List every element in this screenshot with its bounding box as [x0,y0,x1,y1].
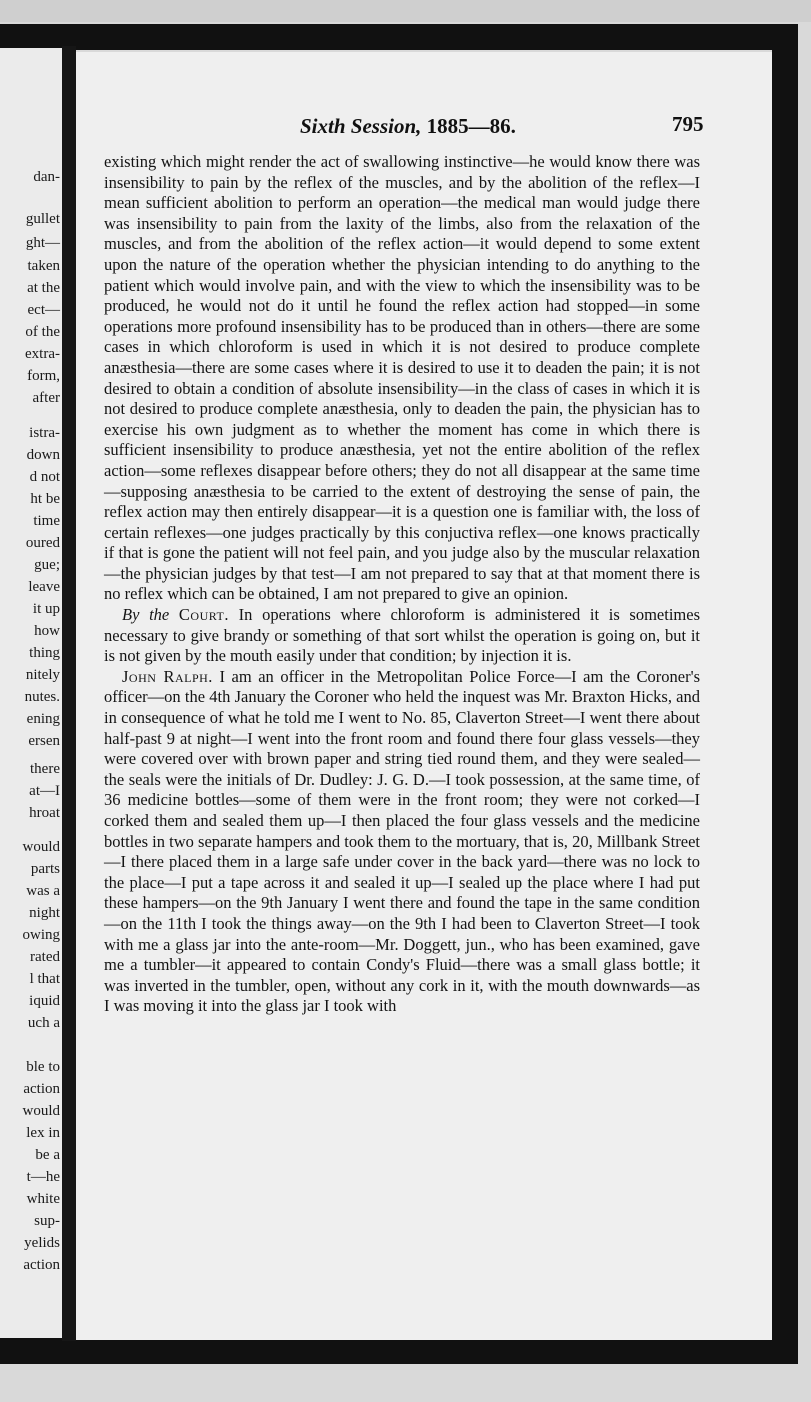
facing-page-fragment: istra- [29,425,60,441]
paragraph-testimony-continued: existing which might render the act of swallowing instinctive—he would know there was insensibility to pain by the reflex of the muscles, and by the abolition of the reflex—I mean sufficient abolition to perform an operation—the medical man would judge there was insensibility to pain from the laxity of the limbs, also from the relaxation of the muscles, and from the abolition of the reflex action—it would depend to some extent upon the nature of the operation whether the physician intending to do anything to the patient which would involve pain, and with the view to which the insensibility was to be produced, he would not do it until he found the reflex action had stopped—in some operations more profound insensibility has to be produced than in others—there are some cases in which chloroform is used in which it is not desired to produce complete anæsthesia—there are some cases where it is desired to use it to deaden the pain; it is not desired to obtain a condition of absolute insensibility—in the class of cases in which it is not desired to produce complete anæsthesia, only to deaden the pain, the physician has to exercise his own judgment as to whether the moment has come in which there is sufficient insensibility to produce anæsthesia, yet not the entire abolition of the reflex action—some reflexes disappear before others; they do not all disappear at the same time—supposing anæsthesia to be carried to the extent of destroying the sense of pain, the reflex action may then entirely disappear—it is a question one is familiar with, the loss of certain reflexes—one judges practically by this conjuctiva reflex—one knows practically if that is gone the patient will not feel pain, and you judge also by the muscular relaxation—the physician judges by that test—I am not prepared to say that at that moment there is no reflex which can be obtained, I am not prepared to give an opinion. [104,152,700,604]
facing-page-fragment: gullet [25,211,60,227]
paragraph-john-ralph [104,667,700,1017]
scan-frame-right [772,24,798,1364]
running-years: 1885—86. [426,114,516,138]
facing-page-fragment: extra- [25,346,60,362]
facing-page-fragment: t—he [26,1169,60,1185]
book-gutter [62,46,76,1341]
facing-page-fragment: yelids [24,1235,60,1251]
facing-page-edge [0,48,62,1338]
facing-page-fragment: uch a [27,1015,60,1031]
facing-page-fragment: how [34,623,60,639]
facing-page-fragment: action [23,1257,60,1273]
facing-page-fragment: of the [25,324,60,340]
facing-page-fragment: down [26,447,60,463]
facing-page-fragment: parts [30,861,60,877]
facing-page-fragment: l that [29,971,60,987]
body-text [104,152,700,1017]
facing-page-fragment: time [33,513,60,529]
facing-page-fragment: would [22,839,60,855]
facing-page-fragment: be a [35,1147,60,1163]
page-header [76,110,772,140]
facing-page-fragment: at—I [29,783,60,799]
facing-page-fragment: leave [28,579,60,595]
scan-frame-bottom [0,1338,798,1364]
facing-page-fragment: night [29,905,60,921]
running-title: Sixth Session, [300,114,422,138]
facing-page-fragment: would [22,1103,60,1119]
facing-page-fragment: it up [32,601,60,617]
facing-page-fragment: nitely [25,667,60,683]
facing-page-fragment: at the [27,280,60,296]
facing-page-fragment: ening [26,711,60,727]
by-the-label: By the [122,605,170,625]
page-number: 795 [672,112,704,136]
facing-page-fragment: action [23,1081,60,1097]
paragraph-by-the-court [104,605,700,667]
running-head [300,114,516,139]
scan-top-band [0,0,811,22]
scan-frame-top [0,24,790,50]
facing-page-fragment: rated [30,949,60,965]
book-page [76,52,772,1340]
facing-page-fragment: white [26,1191,60,1207]
facing-page-fragment: form, [27,368,60,384]
facing-page-fragment: ble to [26,1059,60,1075]
facing-page-fragment: dan- [33,169,60,185]
facing-page-fragment: iquid [29,993,60,1009]
facing-page-fragment: gue; [34,557,60,573]
facing-page-fragment: lex in [26,1125,60,1141]
facing-page-fragment: hroat [29,805,60,821]
court-text: In operations where chloroform is administered it is sometimes necessary to give brandy or something of that sort whilst the operation is going on, but it is not given by the mouth easily under that condition; by injection it is. [104,605,700,666]
witness-name: John Ralph. [122,666,213,686]
facing-page-fragment: ersen [28,733,60,749]
facing-page-fragment: oured [25,535,60,551]
facing-page-fragment: ght— [25,235,60,251]
facing-page-fragment: ect— [27,302,60,318]
court-speaker: Court. [178,605,229,625]
facing-page-fragment: thing [29,645,60,661]
facing-page-fragment: there [30,761,60,777]
facing-page-fragment: sup- [34,1213,60,1229]
facing-page-fragment: nutes. [24,689,60,705]
facing-page-fragment: ht be [30,491,60,507]
facing-page-fragment: after [32,390,60,406]
facing-page-fragment: was a [26,883,60,899]
witness-text: I am an officer in the Metropolitan Police Force—I am the Coroner's officer—on the 4th January the Coroner who held the inquest was Mr. Braxton Hicks, and in consequence of what he told me I went to No. 85, Claverton Street—I went there about half-past 9 at night—I went into the front room and found there four glass vessels—they were covered over with brown paper and string tied round them, and they were sealed—the seals were the initials of Dr. Dudley: J. G. D.—I took possession, at the same time, of 36 medicine bottles—some of them were in the front room; they were not corked—I corked them and sealed them up—I then placed the four glass vessels and the medicine bottles in two separate hampers and took them to the mortuary, that is, 20, Millbank Street—I there placed them in a large safe under cover in the back yard—there was no lock to the place—I put a tape across it and sealed it up—I sealed up the place where I had put these hampers—on the 9th January I went there and found the tape in the same condition—on the 11th I took the things away—on the 9th I had been to Claverton Street—I took with me a glass jar into the ante-room—Mr. Doggett, jun., who has been examined, gave me a tumbler—it appeared to contain Condy's Fluid—there was a small glass bottle; it was inverted in the tumbler, open, without any cork in it, with the mouth downwards—as I was moving it into the glass jar I took with [104,666,701,1016]
facing-page-fragment: d not [29,469,60,485]
facing-page-fragment: owing [22,927,60,943]
facing-page-fragment: taken [27,258,60,274]
